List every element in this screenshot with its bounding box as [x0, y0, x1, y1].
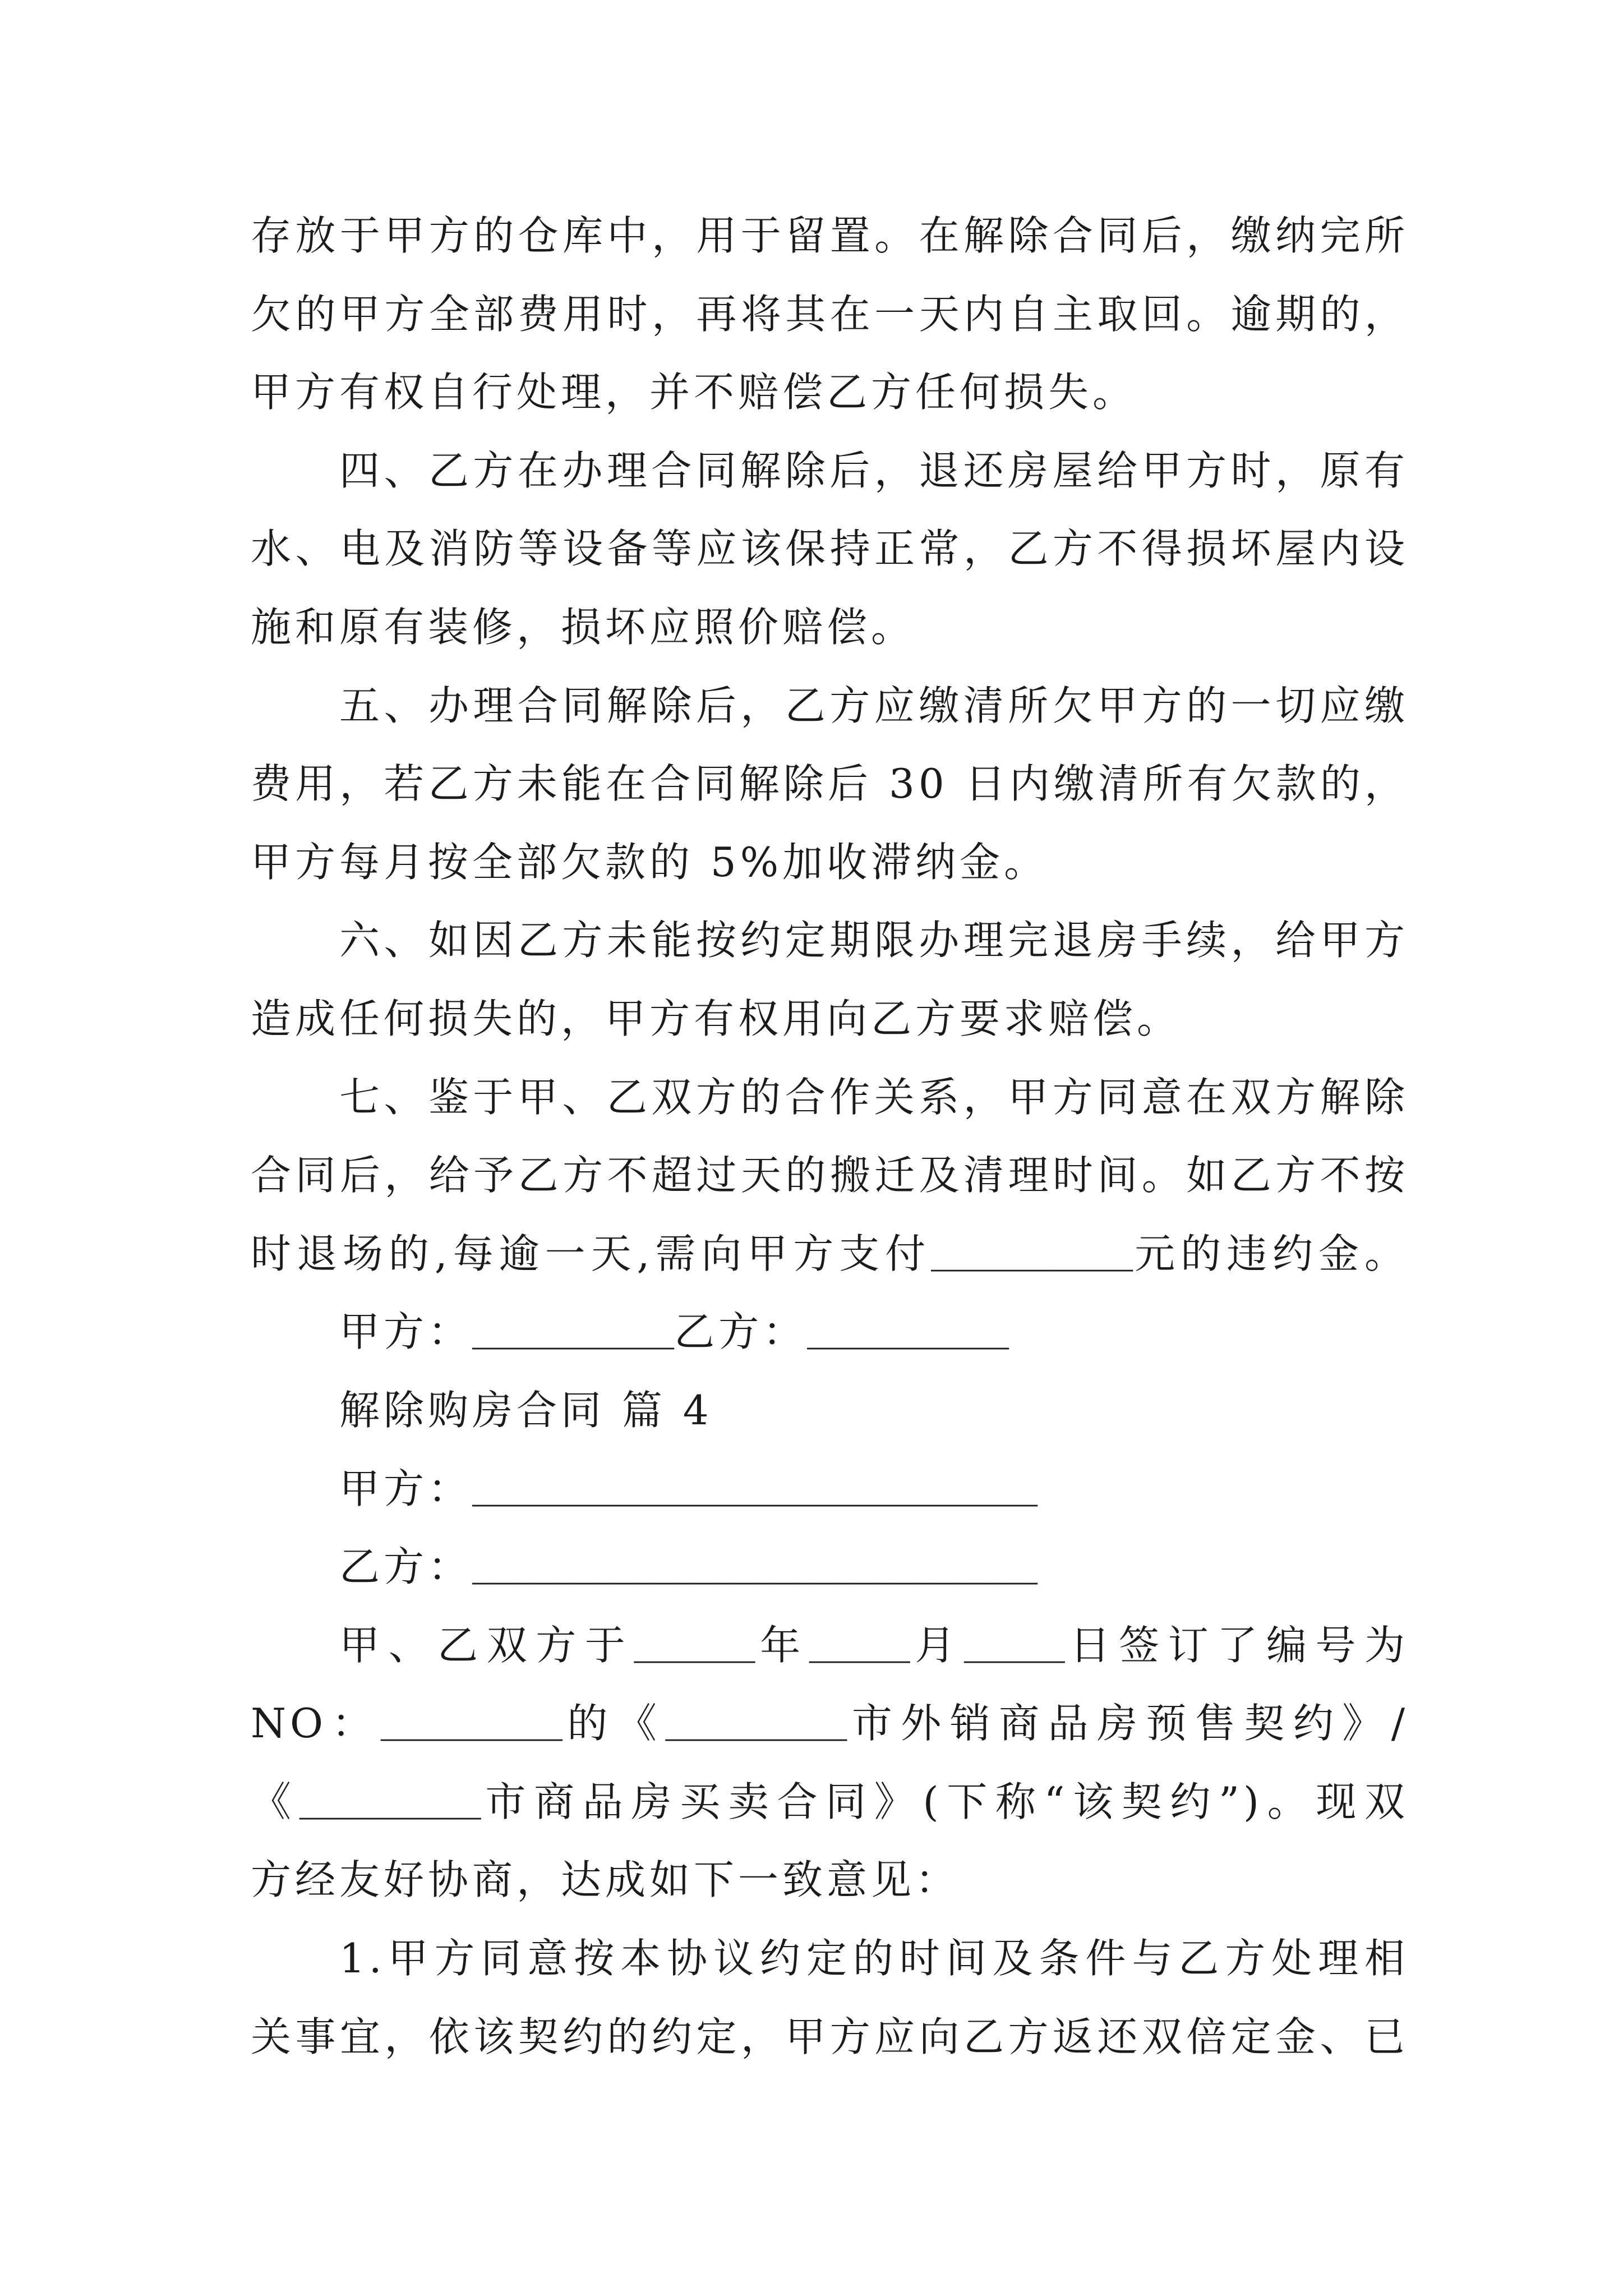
line-text: 的《	[562, 1700, 666, 1747]
signature-line	[251, 1293, 1462, 1372]
text-line: 欠的甲方全部费用时，再将其在一天内自主取回。逾期的，	[251, 290, 1409, 338]
clause-four-line: 四、乙方在办理合同解除后，退还房屋给甲方时，原有	[339, 447, 1409, 494]
line-text: 时退场的,每逾一天,需向甲方支付	[251, 1230, 932, 1277]
text-line: 关事宜，依该契约的约定，甲方应向乙方返还双倍定金、已	[251, 2013, 1409, 2060]
section-heading: 解除购房合同 篇 4	[339, 1386, 713, 1434]
month-blank: _____	[809, 1631, 910, 1670]
line-text: 市商品房买卖合同》(下称“该契约”)。现双	[481, 1778, 1409, 1825]
text-line	[251, 1607, 1409, 1685]
party-b-name-blank: ____________________________	[472, 1553, 1038, 1592]
party-b-label: 乙方：	[339, 1543, 473, 1591]
text-line	[251, 1763, 1409, 1842]
clause-one-line: 1.甲方同意按本协议约定的时间及条件与乙方处理相	[339, 1935, 1409, 1982]
party-a-label: 甲方：	[339, 1465, 473, 1512]
text-line: 合同后，给予乙方不超过天的搬迁及清理时间。如乙方不按	[251, 1152, 1409, 1199]
text-line: 施和原有装修，损坏应照价赔偿。	[251, 603, 916, 651]
party-b-signature-blank: __________	[807, 1318, 1009, 1357]
text-line: 造成任何损失的，甲方有权用向乙方要求赔偿。	[251, 995, 1182, 1042]
party-a-label: 甲方：	[339, 1308, 473, 1356]
party-a-name-blank: ____________________________	[472, 1475, 1038, 1513]
text-line	[251, 1215, 1409, 1294]
line-text: 月	[910, 1621, 964, 1669]
day-blank: _____	[963, 1631, 1065, 1670]
clause-seven-line: 七、鉴于甲、乙双方的合作关系，甲方同意在双方解除	[339, 1073, 1409, 1121]
party-b-line	[251, 1528, 1462, 1607]
line-text: 年	[755, 1621, 809, 1669]
city-blank: _________	[299, 1788, 481, 1826]
line-text: 市外销商品房预售契约》/	[847, 1700, 1409, 1747]
city-blank: _________	[665, 1710, 847, 1749]
clause-six-line: 六、如因乙方未能按约定期限办理完退房手续，给甲方	[339, 917, 1409, 964]
line-text: 《	[251, 1778, 299, 1825]
party-a-line	[251, 1450, 1462, 1529]
document-body	[251, 197, 1462, 2076]
year-blank: ______	[634, 1631, 755, 1670]
text-line: 费用，若乙方未能在合同解除后 30 日内缴清所有欠款的，	[251, 760, 1409, 808]
penalty-amount-blank: __________	[931, 1240, 1133, 1278]
text-line: 甲方每月按全部欠款的 5%加收滞纳金。	[251, 838, 1049, 886]
clause-five-line: 五、办理合同解除后，乙方应缴清所欠甲方的一切应缴	[339, 682, 1409, 729]
text-line: 方经友好协商，达成如下一致意见：	[251, 1856, 960, 1904]
text-line: 水、电及消防等设备等应该保持正常，乙方不得损坏屋内设	[251, 525, 1409, 573]
line-text: 元的违约金。	[1133, 1230, 1409, 1277]
party-a-signature-blank: __________	[472, 1318, 675, 1357]
text-line: 甲方有权自行处理，并不赔偿乙方任何损失。	[251, 369, 1137, 416]
party-b-label: 乙方：	[674, 1308, 808, 1356]
line-text: 甲、乙双方于	[339, 1621, 634, 1669]
line-text: NO：	[251, 1700, 381, 1747]
text-line: 存放于甲方的仓库中，用于留置。在解除合同后，缴纳完所	[251, 212, 1409, 259]
line-text: 日签订了编号为	[1064, 1621, 1409, 1669]
text-line	[251, 1685, 1409, 1763]
contract-number-blank: _________	[380, 1710, 562, 1749]
